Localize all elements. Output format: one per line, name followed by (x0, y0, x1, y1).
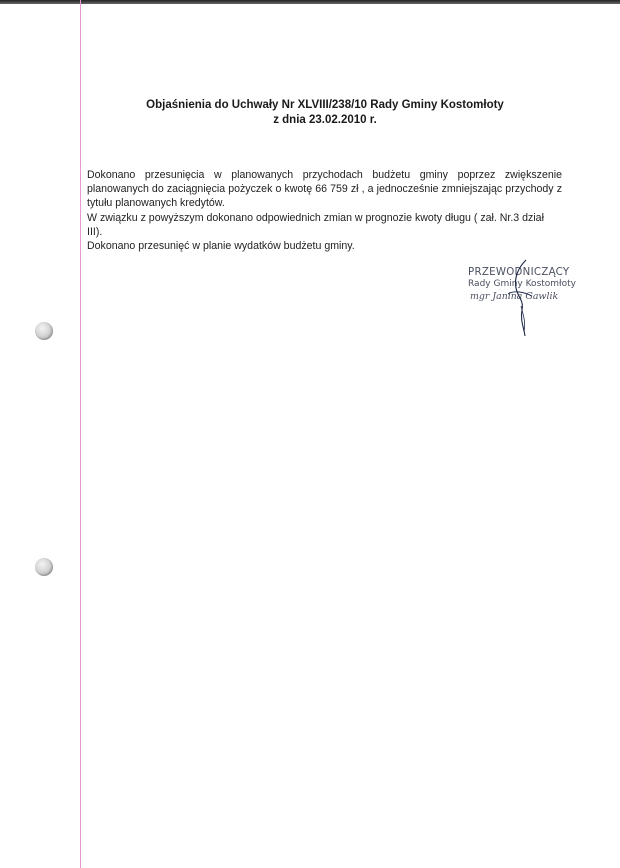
document-date: z dnia 23.02.2010 r. (273, 114, 377, 126)
paragraph-borrowing: Dokonano przesunięcia w planowanych przychodach budżetu gminy poprzez zwiększenie planowanych do zaciągnięcia pożyczek o kwotę 66 759 zł , a jednocześnie zmniejszając przychody z tytułu planowanych kredytów. (87, 169, 562, 210)
margin-line (80, 0, 81, 868)
document-header (100, 98, 550, 128)
stamp-title: PRZEWODNICZĄCY (468, 267, 570, 278)
stamp-name: mgr Janina Gawlik (470, 291, 559, 302)
paragraph-expenditures: Dokonano przesunięć w planie wydatków budżetu gminy. (87, 240, 355, 253)
document-title: Objaśnienia do Uchwały Nr XLVIII/238/10 Rady Gminy Kostomłoty (146, 99, 504, 111)
scan-top-edge (0, 0, 620, 4)
punch-hole (35, 322, 53, 340)
handwritten-signature (500, 258, 540, 338)
punch-hole (35, 558, 53, 576)
paragraph-debt-forecast: W związku z powyższym dokonano odpowiednich zmian w prognozie kwoty długu ( zał. Nr.3 dział III). (87, 211, 544, 238)
document-body (87, 168, 562, 253)
stamp-council: Rady Gminy Kostomłoty (468, 279, 576, 289)
